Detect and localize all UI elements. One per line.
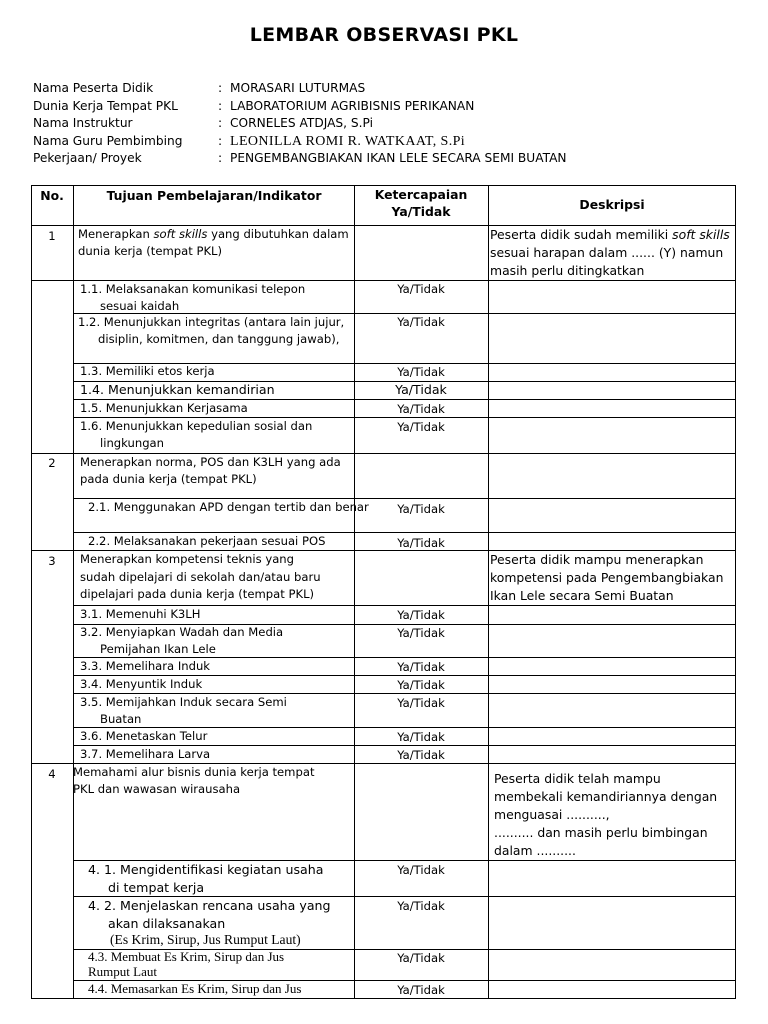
info-colon: : bbox=[218, 98, 223, 113]
header-tujuan: Tujuan Pembelajaran/Indikator bbox=[106, 188, 322, 203]
yes-no-cell: Ya/Tidak bbox=[397, 678, 445, 692]
indicator-2-1: 2.1. Menggunakan APD dengan tertib dan benar bbox=[88, 500, 369, 514]
indicator-4-4: 4.4. Memasarkan Es Krim, Sirup dan Jus bbox=[88, 981, 302, 996]
yes-no-cell: Ya/Tidak bbox=[397, 983, 445, 997]
info-value: LABORATORIUM AGRIBISNIS PERIKANAN bbox=[230, 98, 475, 113]
yes-no-cell: Ya/Tidak bbox=[397, 536, 445, 550]
yes-no-cell: Ya/Tidak bbox=[397, 608, 445, 622]
row-number: 1 bbox=[48, 229, 56, 243]
indicator-3-5: 3.5. Memijahkan Induk secara Semi Buatan bbox=[80, 695, 287, 726]
yes-no-cell: Ya/Tidak bbox=[397, 315, 445, 329]
row-number: 2 bbox=[48, 456, 56, 470]
header-no: No. bbox=[40, 188, 64, 203]
info-label: Nama Guru Pembimbing bbox=[33, 133, 183, 148]
competency-text: Menerapkan bbox=[78, 227, 154, 241]
info-label: Nama Instruktur bbox=[33, 116, 133, 131]
competency-emphasis: soft skills bbox=[153, 227, 208, 241]
info-label: Dunia Kerja Tempat PKL bbox=[33, 98, 178, 113]
competency-4: Memahami alur bisnis dunia kerja tempat PKL dan wawasan wirausaha bbox=[73, 765, 315, 796]
indicator-2-2: 2.2. Melaksanakan pekerjaan sesuai POS bbox=[88, 534, 326, 548]
description-text: Peserta didik sudah memiliki bbox=[490, 227, 673, 242]
indicator-3-7: 3.7. Memelihara Larva bbox=[80, 747, 211, 761]
info-colon: : bbox=[218, 133, 223, 148]
info-value: LEONILLA ROMI R. WATKAAT, S.Pi bbox=[230, 133, 466, 149]
table-divider bbox=[488, 185, 489, 999]
indicator-1-3: 1.3. Memiliki etos kerja bbox=[80, 364, 215, 378]
info-colon: : bbox=[218, 116, 223, 131]
info-label: Nama Peserta Didik bbox=[33, 81, 154, 95]
indicator-1-2: 1.2. Menunjukkan integritas (antara lain jujur, disiplin, komitmen, dan tanggung jawab), bbox=[78, 315, 345, 346]
observation-table bbox=[31, 185, 736, 999]
competency-text: yang dibutuhkan dalam dunia kerja (tempat PKL) bbox=[78, 227, 349, 258]
table-divider bbox=[73, 185, 74, 999]
yes-no-cell: Ya/Tidak bbox=[397, 402, 445, 416]
header-deskripsi: Deskripsi bbox=[579, 197, 645, 212]
indicator-3-1: 3.1. Memenuhi K3LH bbox=[80, 607, 201, 621]
info-row-instruktur bbox=[33, 115, 567, 133]
yes-no-cell: Ya/Tidak bbox=[397, 660, 445, 674]
yes-no-cell: Ya/Tidak bbox=[395, 382, 447, 397]
info-value: PENGEMBANGBIAKAN IKAN LELE SECARA SEMI BUATAN bbox=[230, 151, 567, 166]
indicator-3-4: 3.4. Menyuntik Induk bbox=[80, 677, 203, 691]
info-colon: : bbox=[218, 151, 223, 166]
yes-no-cell: Ya/Tidak bbox=[397, 282, 445, 296]
description-1 bbox=[490, 226, 734, 280]
yes-no-cell: Ya/Tidak bbox=[397, 696, 445, 710]
yes-no-cell: Ya/Tidak bbox=[397, 502, 445, 516]
row-number: 3 bbox=[48, 554, 56, 568]
yes-no-cell: Ya/Tidak bbox=[397, 626, 445, 640]
indicator-4-2: 4. 2. Menjelaskan rencana usaha yang akan dilaksanakan bbox=[88, 898, 331, 931]
description-text: sesuai harapan dalam ...... (Y) namun masih perlu ditingkatkan bbox=[490, 245, 724, 278]
info-colon: : bbox=[218, 81, 223, 95]
info-row-proyek bbox=[33, 150, 567, 168]
competency-1 bbox=[78, 226, 354, 259]
info-row-guru bbox=[33, 133, 567, 151]
yes-no-cell: Ya/Tidak bbox=[397, 730, 445, 744]
identity-block bbox=[33, 80, 567, 168]
yes-no-cell: Ya/Tidak bbox=[397, 863, 445, 877]
description-4: Peserta didik telah mampu membekali kemandiriannya dengan menguasai .........., .......... dan masih perlu bimbingan dalam .......... bbox=[494, 771, 718, 858]
yes-no-cell: Ya/Tidak bbox=[397, 899, 445, 913]
competency-2: Menerapkan norma, POS dan K3LH yang ada pada dunia kerja (tempat PKL) bbox=[80, 455, 341, 486]
indicator-4-1: 4. 1. Mengidentifikasi kegiatan usaha di tempat kerja bbox=[88, 862, 324, 895]
indicator-1-1: 1.1. Melaksanakan komunikasi telepon sesuai kaidah bbox=[80, 282, 306, 313]
info-value: MORASARI LUTURMAS bbox=[230, 81, 366, 95]
table-border bbox=[735, 185, 736, 999]
yes-no-cell: Ya/Tidak bbox=[397, 951, 445, 965]
yes-no-cell: Ya/Tidak bbox=[397, 420, 445, 434]
header-ketercapaian: Ketercapaian Ya/Tidak bbox=[374, 187, 468, 219]
row-number: 4 bbox=[48, 767, 56, 781]
competency-3: Menerapkan kompetensi teknis yang sudah dipelajari di sekolah dan/atau baru dipelajari pada dunia kerja (tempat PKL) bbox=[80, 552, 321, 601]
page-title: LEMBAR OBSERVASI PKL bbox=[249, 24, 519, 46]
indicator-4-2-products: (Es Krim, Sirup, Jus Rumput Laut) bbox=[110, 932, 301, 947]
description-emphasis: soft skills bbox=[672, 227, 730, 242]
info-label: Pekerjaan/ Proyek bbox=[33, 151, 142, 166]
indicator-1-6: 1.6. Menunjukkan kepedulian sosial dan lingkungan bbox=[80, 419, 313, 450]
yes-no-cell: Ya/Tidak bbox=[397, 748, 445, 762]
indicator-3-3: 3.3. Memelihara Induk bbox=[80, 659, 211, 673]
table-border bbox=[31, 185, 736, 186]
yes-no-cell: Ya/Tidak bbox=[397, 365, 445, 379]
table-border bbox=[31, 185, 32, 999]
indicator-1-5: 1.5. Menunjukkan Kerjasama bbox=[80, 401, 248, 415]
description-3: Peserta didik mampu menerapkan kompetensi pada Pengembangbiakan Ikan Lele secara Semi Buatan bbox=[490, 552, 724, 603]
indicator-3-6: 3.6. Menetaskan Telur bbox=[80, 729, 208, 743]
info-row-dunia-kerja bbox=[33, 98, 567, 116]
indicator-4-3: 4.3. Membuat Es Krim, Sirup dan Jus Rumput Laut bbox=[88, 949, 285, 979]
info-row-peserta bbox=[33, 80, 567, 98]
indicator-1-4: 1.4. Menunjukkan kemandirian bbox=[80, 382, 275, 397]
info-value: CORNELES ATDJAS, S.Pi bbox=[230, 116, 373, 131]
indicator-3-2: 3.2. Menyiapkan Wadah dan Media Pemijahan Ikan Lele bbox=[80, 625, 284, 656]
